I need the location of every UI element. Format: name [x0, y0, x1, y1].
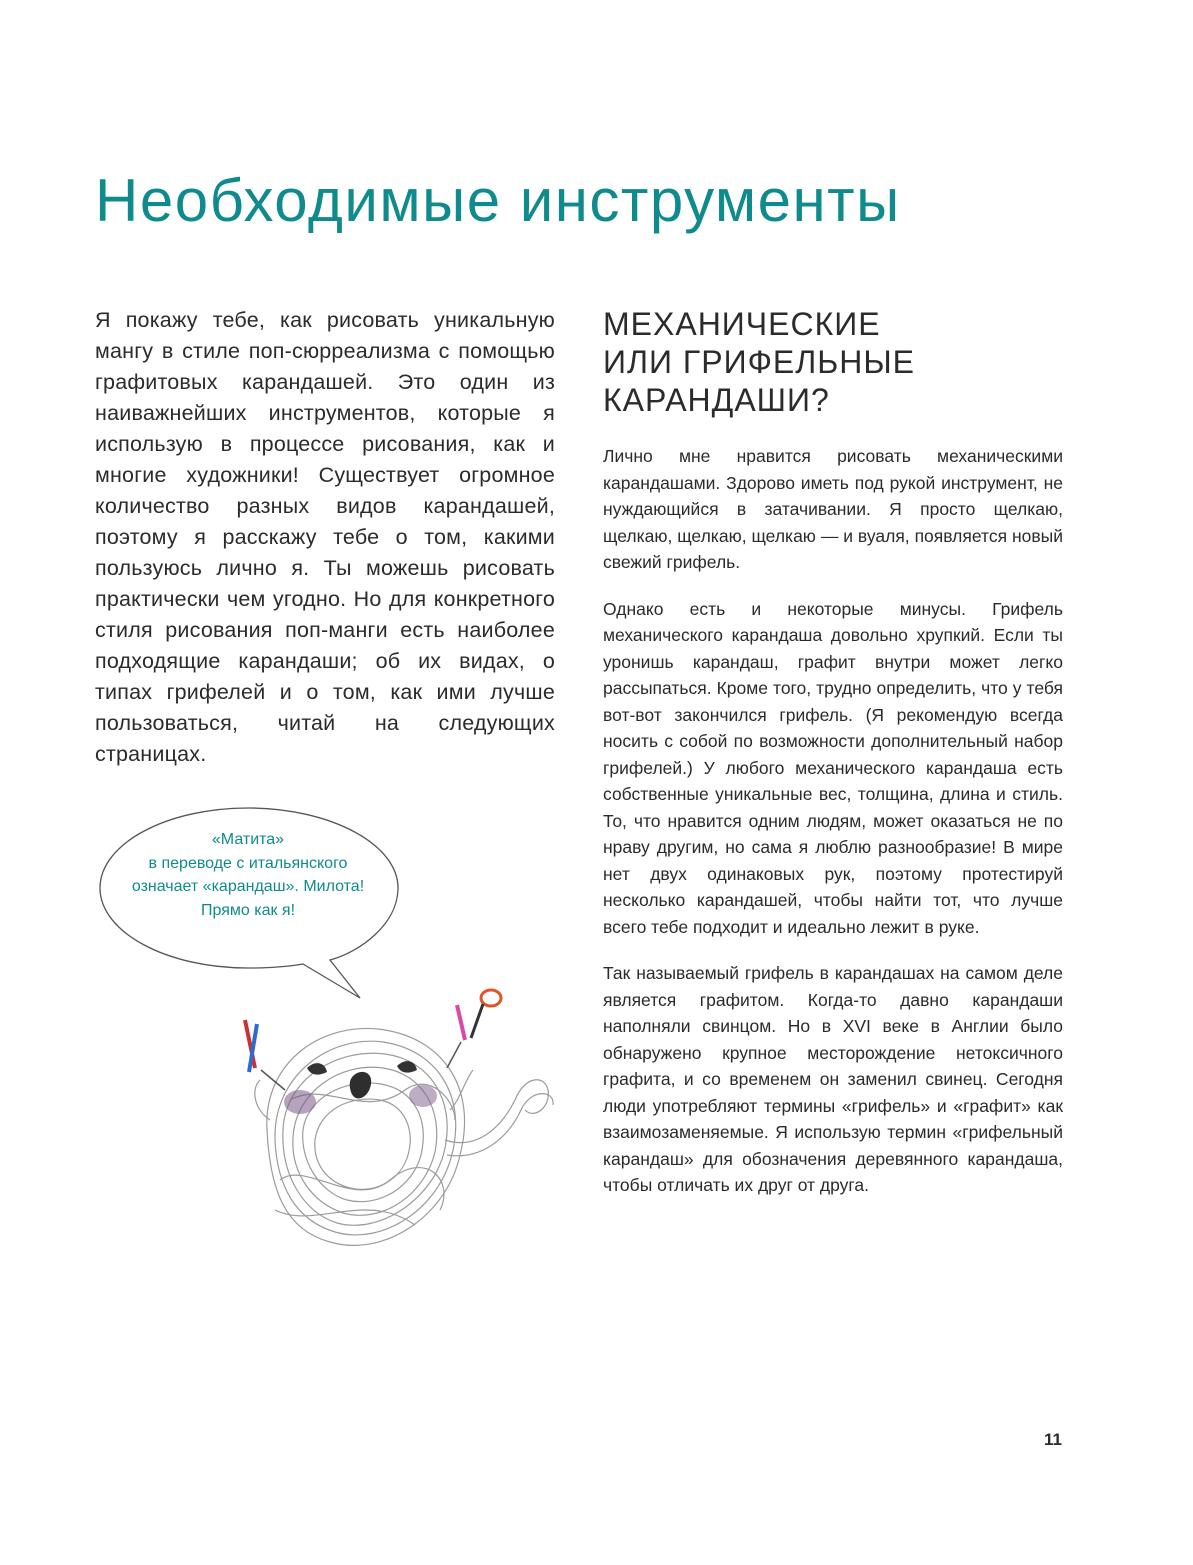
mascot-illustration: [215, 980, 565, 1270]
body-paragraph: Лично мне нравится рисовать механическими карандашами. Здорово иметь под рукой инструмент, не нуждающийся в затачивании. Я просто щелкаю, щелкаю, щелкаю, щелкаю — и вуаля, появляется новый свежий грифель.: [603, 446, 1063, 572]
speech-bubble: [98, 806, 408, 1001]
section-heading-line: КАРАНДАШИ?: [603, 382, 830, 418]
bubble-line: «Матита»: [211, 831, 285, 848]
bubble-line: в переводе с итальянского: [148, 854, 348, 872]
bubble-text: [98, 828, 398, 922]
section-heading: [603, 305, 1063, 419]
intro-paragraph: Я покажу тебе, как рисовать уникальную мангу в стиле поп-сюрреализма с помощью графитовых карандашей. Это один из наиважнейших инструментов, которые я использую в процессе рисования, как и многие художники! Существует огромное количество разных видов карандашей, поэтому я расскажу тебе о том, какими пользуюсь лично я. Ты можешь рисовать практически чем угодно. Но для конкретного стиля рисования поп-манги есть наиболее подходящие карандаши; об их видах, о типах грифелей и о том, как ими лучше пользоваться, читай на следующих страницах.: [95, 308, 555, 766]
section-heading-line: ИЛИ ГРИФЕЛЬНЫЕ: [603, 344, 916, 380]
right-column: [603, 305, 1063, 1199]
page-number: 11: [1044, 1430, 1062, 1449]
bubble-line: означает «карандаш». Милота!: [131, 878, 365, 895]
section-heading-line: МЕХАНИЧЕСКИЕ: [603, 306, 881, 342]
bubble-line: Прямо как я!: [200, 901, 296, 919]
page-title: Необходимые инструменты: [95, 167, 901, 234]
body-paragraph: Так называемый грифель в карандашах на самом деле является графитом. Когда-то давно карандаши наполняли свинцом. Но в XVI веке в Англии было обнаружено крупное месторождение нетоксичного графита, и со временем он заменил свинец. Сегодня люди употребляют термины «грифель» и «графит» как взаимозаменяемые. Я использую термин «грифельный карандаш» для обозначения деревянного карандаша, чтобы отличать их друг от друга.: [603, 963, 1063, 1195]
body-paragraph: Однако есть и некоторые минусы. Грифель механического карандаша довольно хрупкий. Если ты уронишь карандаш, графит внутри может легко рассыпаться. Кроме того, трудно определить, что у тебя вот-вот закончился грифель. (Я рекомендую всегда носить с собой по возможности дополнительный набор грифелей.) У любого механического карандаша есть собственные уникальные вес, толщина, длина и стиль. То, что нравится одним людям, может оказаться не по нраву другим, но сама я люблю разнообразие! В мире нет двух одинаковых рук, поэтому протестируй несколько карандашей, чтобы найти тот, что лучше всего тебе подходит и идеально лежит в руке.: [603, 598, 1063, 937]
